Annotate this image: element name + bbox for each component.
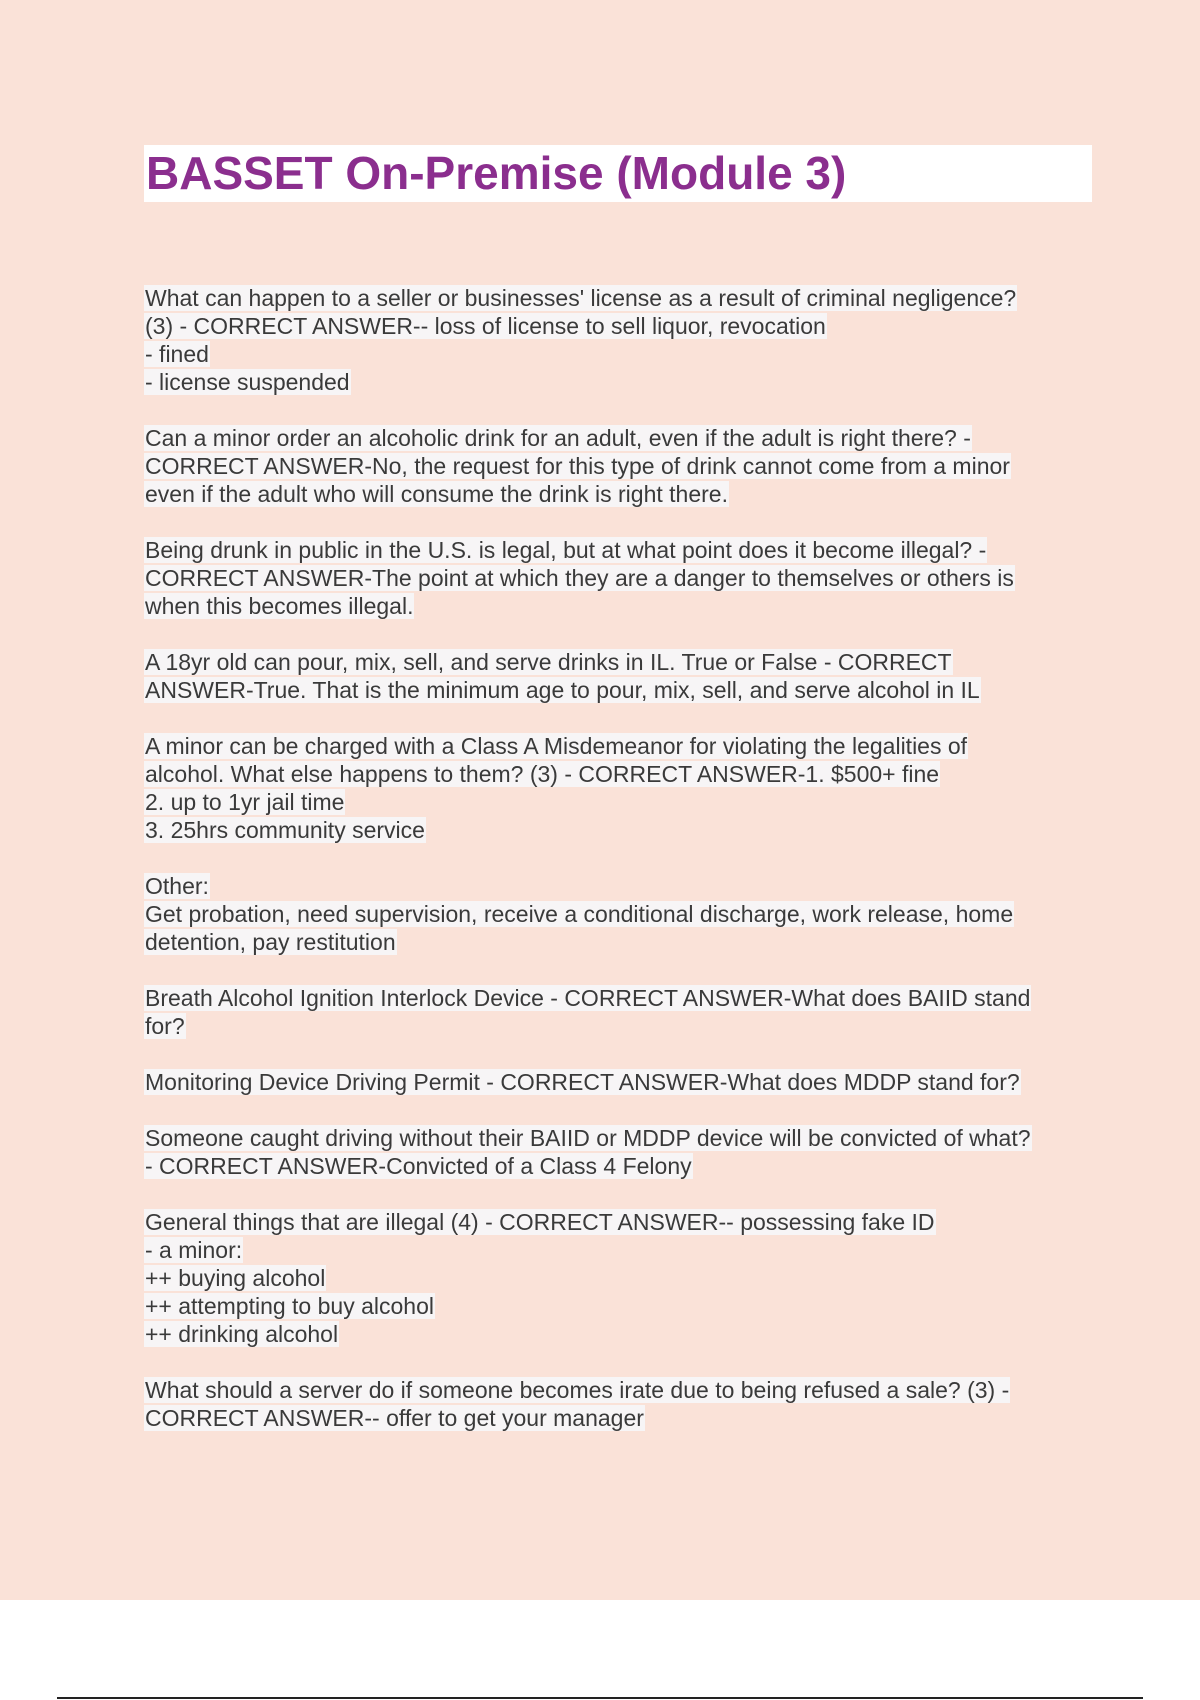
qa-line-text: What should a server do if someone becomes irate due to being refused a sale? (3) -	[145, 1377, 1010, 1403]
qa-line	[144, 984, 1094, 1012]
qa-line-text: Get probation, need supervision, receive a conditional discharge, work release, home	[145, 901, 1014, 927]
qa-line	[144, 1264, 1094, 1292]
qa-line	[144, 536, 1094, 564]
qa-line-text: General things that are illegal (4) - CORRECT ANSWER-- possessing fake ID	[145, 1209, 935, 1235]
qa-line	[144, 1292, 1094, 1320]
qa-block	[144, 732, 1094, 844]
qa-line	[144, 1320, 1094, 1348]
qa-line	[144, 760, 1094, 788]
qa-content	[144, 284, 1094, 1460]
qa-line-text: A minor can be charged with a Class A Misdemeanor for violating the legalities of	[145, 733, 968, 759]
qa-block	[144, 1124, 1094, 1180]
page-title: BASSET On-Premise (Module 3)	[146, 147, 847, 199]
qa-line	[144, 592, 1094, 620]
qa-line	[144, 1404, 1094, 1432]
qa-line-text: when this becomes illegal.	[145, 593, 414, 619]
qa-line	[144, 1068, 1094, 1096]
qa-block	[144, 1376, 1094, 1432]
qa-line-text: alcohol. What else happens to them? (3) - CORRECT ANSWER-1. $500+ fine	[145, 761, 940, 787]
qa-line	[144, 900, 1094, 928]
qa-line	[144, 732, 1094, 760]
qa-line-text: ++ drinking alcohol	[145, 1321, 339, 1347]
qa-block	[144, 872, 1094, 956]
qa-line-text: Breath Alcohol Ignition Interlock Device - CORRECT ANSWER-What does BAIID stand	[145, 985, 1031, 1011]
qa-line	[144, 312, 1094, 340]
qa-block	[144, 1068, 1094, 1096]
qa-line	[144, 1124, 1094, 1152]
qa-block	[144, 984, 1094, 1040]
qa-line	[144, 1236, 1094, 1264]
qa-line-text: - CORRECT ANSWER-Convicted of a Class 4 Felony	[145, 1153, 692, 1179]
qa-line	[144, 1012, 1094, 1040]
qa-line-text: - a minor:	[145, 1237, 243, 1263]
qa-line	[144, 648, 1094, 676]
qa-block	[144, 284, 1094, 396]
qa-block	[144, 536, 1094, 620]
qa-line	[144, 452, 1094, 480]
qa-line-text: ++ attempting to buy alcohol	[145, 1293, 434, 1319]
qa-line	[144, 676, 1094, 704]
qa-line-text: - license suspended	[145, 369, 350, 395]
qa-line	[144, 1208, 1094, 1236]
qa-line-text: detention, pay restitution	[145, 929, 396, 955]
qa-block	[144, 424, 1094, 508]
qa-line-text: Monitoring Device Driving Permit - CORRECT ANSWER-What does MDDP stand for?	[145, 1069, 1020, 1095]
qa-line	[144, 284, 1094, 312]
qa-line	[144, 368, 1094, 396]
qa-block	[144, 648, 1094, 704]
qa-line-text: CORRECT ANSWER-- offer to get your manager	[145, 1405, 644, 1431]
qa-line-text: A 18yr old can pour, mix, sell, and serve drinks in IL. True or False - CORRECT	[145, 649, 952, 675]
qa-line	[144, 424, 1094, 452]
qa-line	[144, 340, 1094, 368]
qa-line-text: 2. up to 1yr jail time	[145, 789, 345, 815]
qa-line	[144, 872, 1094, 900]
qa-line-text: CORRECT ANSWER-No, the request for this type of drink cannot come from a minor	[145, 453, 1010, 479]
footer-divider	[57, 1697, 1143, 1699]
qa-line-text: for?	[145, 1013, 185, 1039]
qa-line-text: Being drunk in public in the U.S. is legal, but at what point does it become illegal? -	[145, 537, 987, 563]
qa-block	[144, 1208, 1094, 1348]
qa-line-text: What can happen to a seller or businesses' license as a result of criminal negligence?	[145, 285, 1017, 311]
qa-line-text: - fined	[145, 341, 209, 367]
qa-line	[144, 816, 1094, 844]
qa-line-text: CORRECT ANSWER-The point at which they are a danger to themselves or others is	[145, 565, 1014, 591]
qa-line	[144, 788, 1094, 816]
qa-line	[144, 564, 1094, 592]
qa-line	[144, 480, 1094, 508]
qa-line	[144, 928, 1094, 956]
qa-line-text: ANSWER-True. That is the minimum age to pour, mix, sell, and serve alcohol in IL	[145, 677, 980, 703]
title-box	[144, 145, 1092, 202]
qa-line-text: even if the adult who will consume the drink is right there.	[145, 481, 728, 507]
qa-line-text: Someone caught driving without their BAIID or MDDP device will be convicted of what?	[145, 1125, 1031, 1151]
qa-line	[144, 1152, 1094, 1180]
qa-line-text: Can a minor order an alcoholic drink for an adult, even if the adult is right there? -	[145, 425, 971, 451]
qa-line-text: 3. 25hrs community service	[145, 817, 425, 843]
qa-line-text: Other:	[145, 873, 209, 899]
qa-line-text: (3) - CORRECT ANSWER-- loss of license to sell liquor, revocation	[145, 313, 826, 339]
qa-line-text: ++ buying alcohol	[145, 1265, 326, 1291]
qa-line	[144, 1376, 1094, 1404]
